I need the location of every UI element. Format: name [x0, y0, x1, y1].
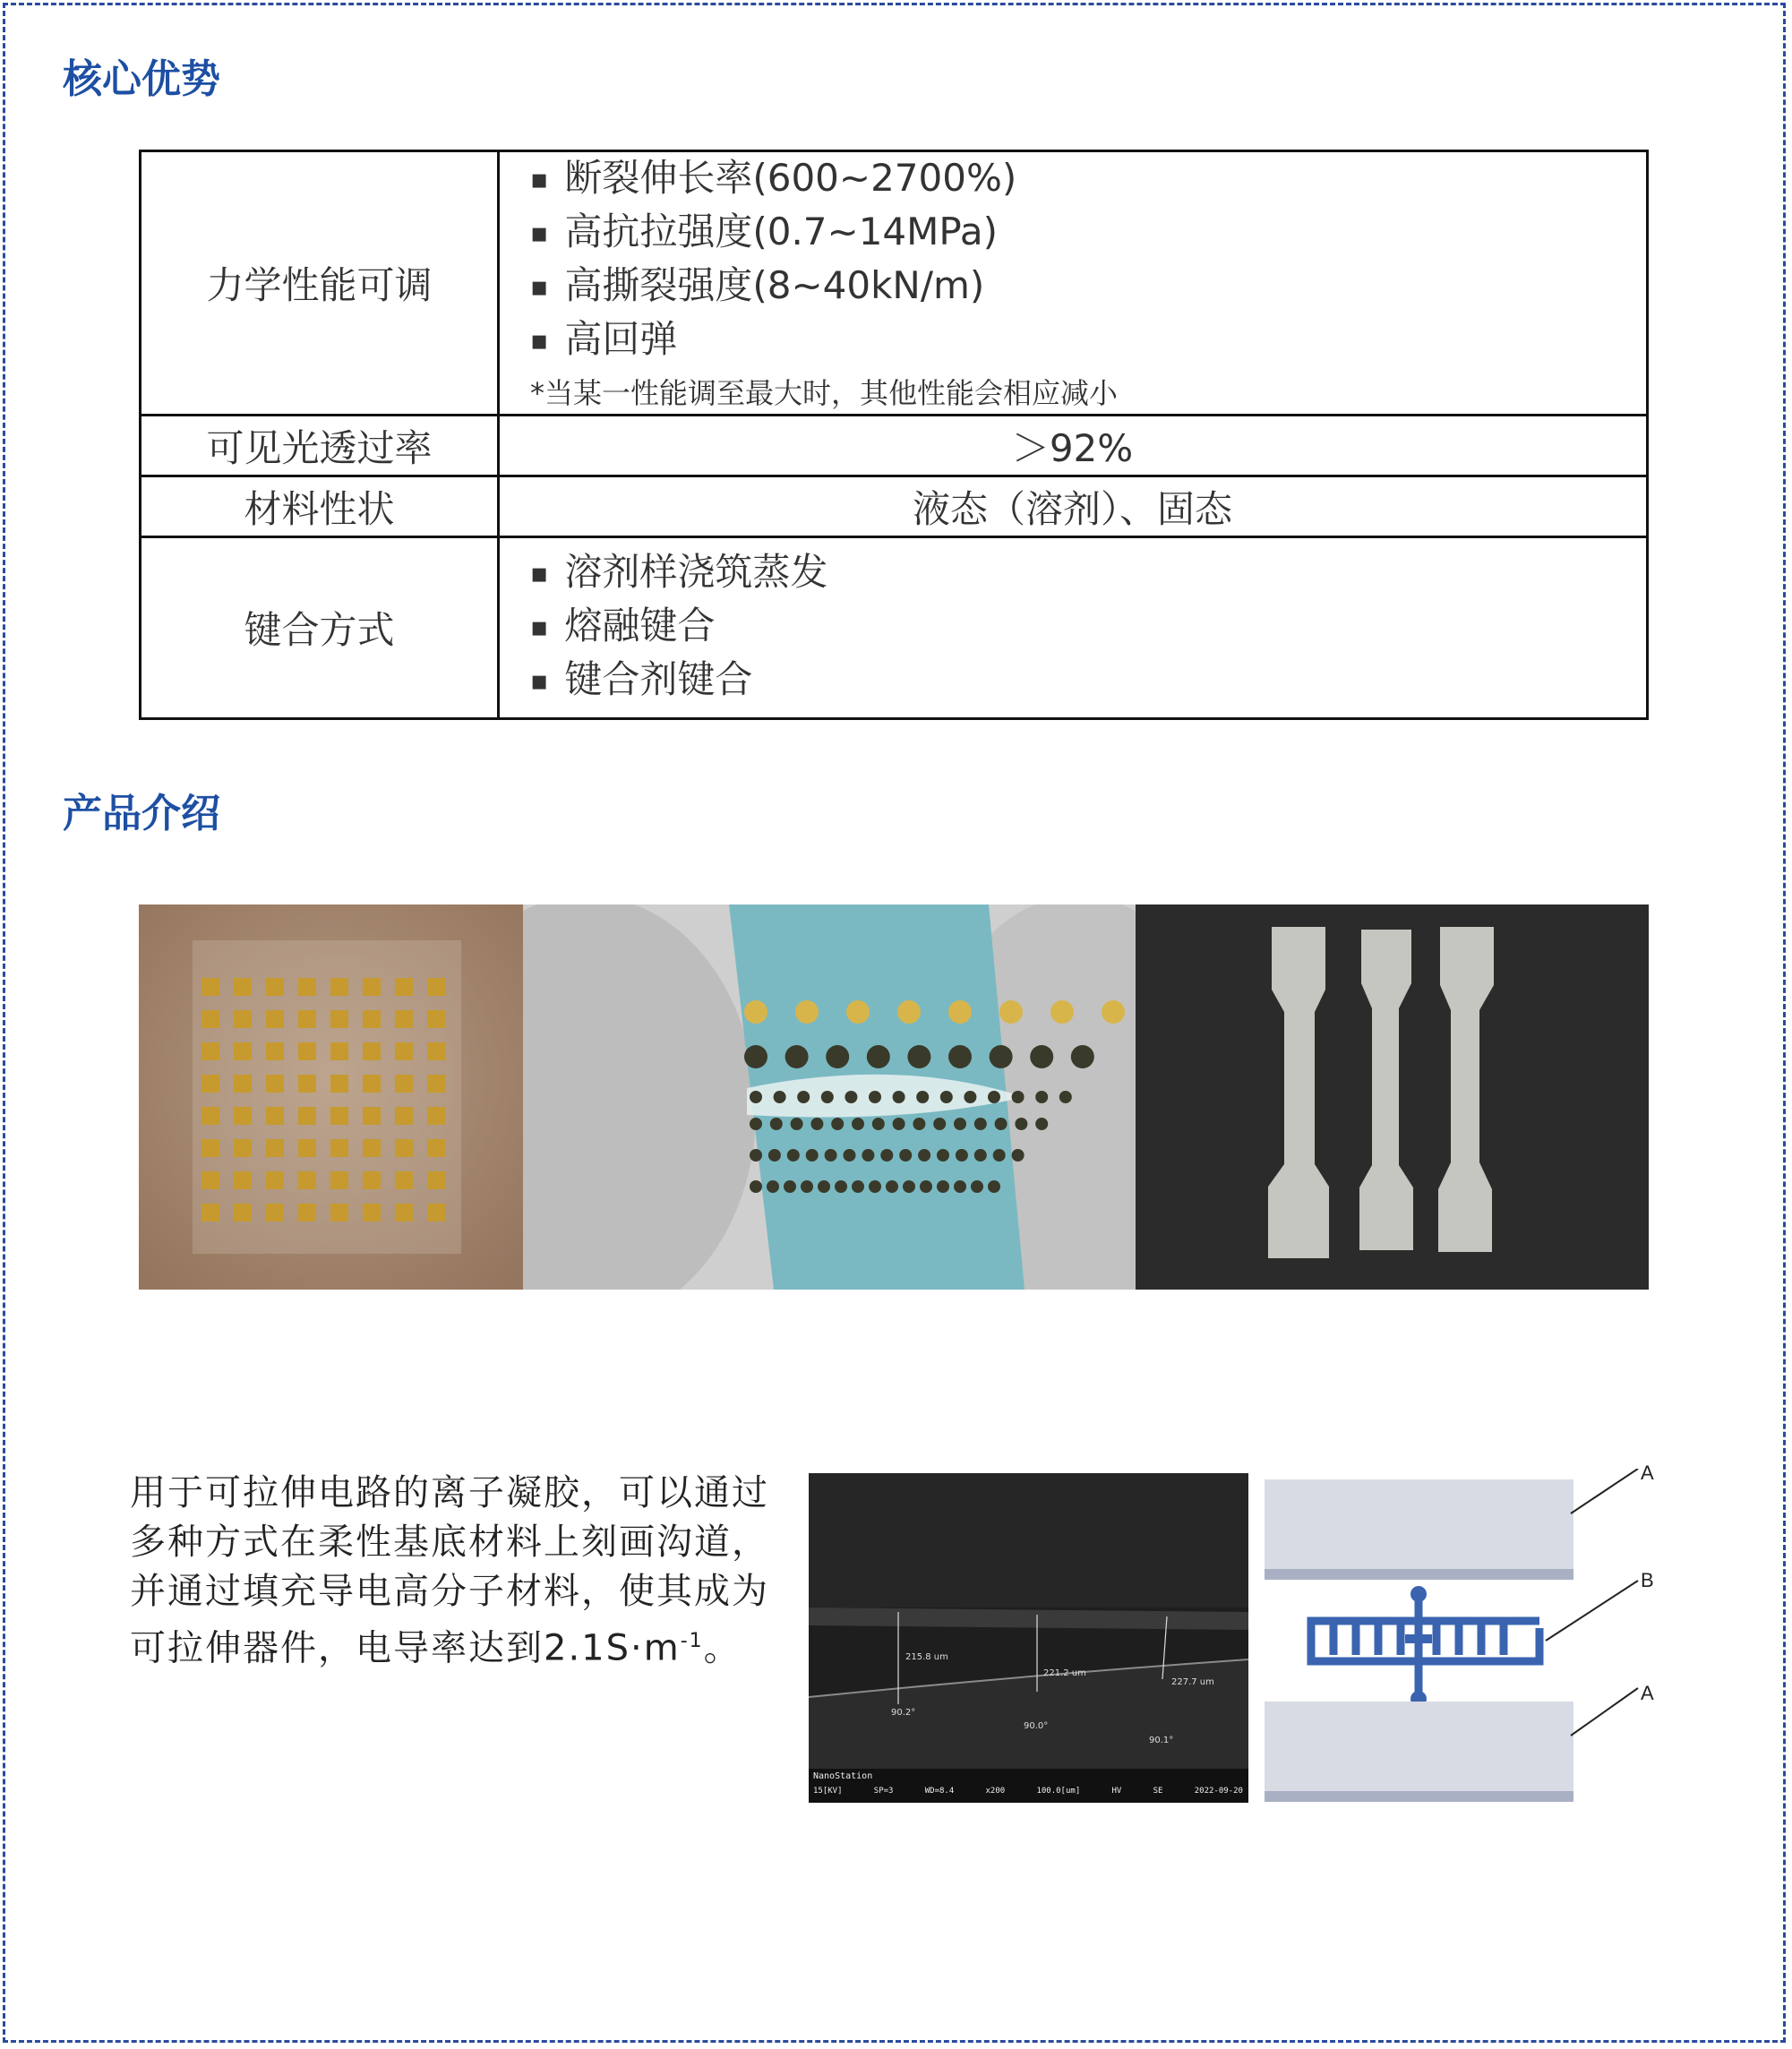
table-row	[141, 537, 1648, 719]
electrode-dot	[835, 1180, 847, 1193]
electrode-pad	[201, 1107, 219, 1125]
electrode-pad	[363, 1107, 381, 1125]
sem-angle: 90.0°	[1024, 1721, 1049, 1731]
electrode-pad	[427, 1107, 445, 1125]
electrode-pad	[427, 978, 445, 996]
electrode-pad	[330, 1010, 348, 1028]
sem-footer-item: 2022-09-20	[1194, 1787, 1243, 1796]
electrode-pad	[363, 1139, 381, 1157]
electrode-pad	[234, 1010, 252, 1028]
electrode-pad	[395, 1075, 413, 1093]
electrode-dot	[1035, 1091, 1048, 1103]
row-label: 键合方式	[141, 537, 499, 719]
electrode-dot	[767, 1180, 779, 1193]
electrode-pad	[330, 1075, 348, 1093]
electrode-dot	[785, 1045, 809, 1068]
electrode-dot	[801, 1180, 813, 1193]
electrode-pad	[363, 1171, 381, 1189]
electrode-dot	[784, 1180, 796, 1193]
electrode-dot	[810, 1118, 823, 1130]
electrode-dot	[1012, 1091, 1025, 1103]
row-value: 液态（溶剂）、固态	[499, 476, 1648, 537]
electrode-dot	[750, 1149, 762, 1162]
electrode-pad	[330, 1042, 348, 1060]
electrode-pad	[395, 978, 413, 996]
electrode-dot	[869, 1091, 881, 1103]
electrode-pad	[266, 978, 284, 996]
electrode-dot	[797, 1091, 810, 1103]
electrode-dot	[750, 1118, 762, 1130]
electrode-dot	[988, 1180, 1000, 1193]
electrode-dot	[948, 1000, 972, 1024]
electrode-pad	[234, 1107, 252, 1125]
sem-brand: NanoStation	[813, 1771, 873, 1781]
electrode-pad	[266, 1139, 284, 1157]
plate-top	[1265, 1479, 1573, 1580]
electrode-dot	[880, 1149, 893, 1162]
electrode-dot	[791, 1118, 803, 1130]
label-a-bottom: A	[1641, 1682, 1654, 1704]
electrode-dot	[893, 1091, 905, 1103]
bullet-item: ▪ 断裂伸长率(600~2700%)	[530, 153, 1645, 207]
electrode-dot	[916, 1091, 929, 1103]
electrode-pad	[330, 1107, 348, 1125]
sem-footer-item: WD=8.4	[924, 1787, 955, 1796]
electrode-pad	[234, 1139, 252, 1157]
electrode-pad	[266, 1010, 284, 1028]
intro-paragraph	[130, 1469, 775, 1673]
electrode-dot	[844, 1149, 856, 1162]
electrode-pad	[330, 978, 348, 996]
electrode-pad	[363, 1010, 381, 1028]
sem-footer	[813, 1787, 1243, 1796]
electrode-dot	[821, 1091, 834, 1103]
electrode-dot	[787, 1149, 800, 1162]
electrode-dot	[1035, 1118, 1048, 1130]
table-row	[141, 416, 1648, 476]
electrode-dot	[974, 1149, 987, 1162]
electrode-pad	[266, 1042, 284, 1060]
electrode-dot	[940, 1091, 953, 1103]
electrode-dot	[971, 1180, 983, 1193]
electrode-pad	[363, 1042, 381, 1060]
bullet-item: ▪ 高抗拉强度(0.7~14MPa)	[530, 207, 1645, 261]
electrode-dot	[818, 1180, 830, 1193]
electrode-pattern	[1311, 1594, 1539, 1702]
sem-micrograph	[809, 1473, 1248, 1803]
electrode-dot	[845, 1091, 857, 1103]
electrode-dot	[903, 1180, 915, 1193]
electrode-dot	[770, 1118, 783, 1130]
row-label: 可见光透过率	[141, 416, 499, 476]
electrode-pad	[427, 1042, 445, 1060]
electrode-dot	[862, 1149, 874, 1162]
electrode-pad	[330, 1171, 348, 1189]
electrode-dot	[869, 1180, 881, 1193]
electrode-pad	[234, 978, 252, 996]
electrode-pad	[298, 1107, 316, 1125]
row-value	[499, 537, 1648, 719]
electrode-dot	[893, 1118, 905, 1130]
sem-footer-item: SE	[1153, 1787, 1163, 1796]
sem-angle: 90.2°	[891, 1708, 916, 1718]
label-a-top: A	[1641, 1462, 1654, 1484]
electrode-dot	[826, 1045, 849, 1068]
sem-footer-item: 15[KV]	[813, 1787, 843, 1796]
electrode-dot	[744, 1000, 767, 1024]
electrode-dot	[988, 1091, 1000, 1103]
bullet-item: ▪ 键合剂键合	[530, 655, 1645, 708]
electrode-dot	[964, 1091, 976, 1103]
electrode-dot	[744, 1045, 767, 1068]
electrode-pad	[298, 1075, 316, 1093]
row-value: ＞92%	[499, 416, 1648, 476]
electrode-pad	[201, 1139, 219, 1157]
electrode-dot	[995, 1118, 1007, 1130]
sem-angle: 90.1°	[1149, 1736, 1174, 1745]
electrode-pad	[298, 1139, 316, 1157]
electrode-dot	[993, 1149, 1006, 1162]
electrode-dot	[933, 1118, 946, 1130]
electrode-pad	[201, 978, 219, 996]
electrode-pad	[427, 1204, 445, 1222]
electrode-dot	[897, 1000, 921, 1024]
electrode-pad	[266, 1107, 284, 1125]
sem-footer-item: 100.0[um]	[1036, 1787, 1081, 1796]
electrode-pad	[298, 1042, 316, 1060]
electrode-dot	[852, 1180, 864, 1193]
electrode-dot	[768, 1149, 781, 1162]
intro-end: 。	[703, 1627, 742, 1669]
electrode-dot	[806, 1149, 819, 1162]
electrode-pad	[330, 1139, 348, 1157]
photo-folded-film	[523, 904, 1136, 1290]
electrode-dot	[954, 1180, 966, 1193]
bullet-item: ▪ 高回弹	[530, 314, 1645, 368]
electrode-pad	[234, 1204, 252, 1222]
electrode-pad	[266, 1075, 284, 1093]
electrode-dot	[831, 1118, 844, 1130]
electrode-pad	[201, 1042, 219, 1060]
electrode-dot	[1015, 1118, 1027, 1130]
electrode-pad	[363, 1204, 381, 1222]
electrode-pad	[201, 1204, 219, 1222]
electrode-pad	[298, 978, 316, 996]
electrode-pad	[395, 1204, 413, 1222]
electrode-pad	[330, 1204, 348, 1222]
electrode-dot	[825, 1149, 837, 1162]
electrode-pad	[298, 1204, 316, 1222]
electrode-pad	[201, 1075, 219, 1093]
electrode-dot	[918, 1149, 930, 1162]
electrode-dot	[956, 1149, 968, 1162]
electrode-pad	[395, 1171, 413, 1189]
electrode-dot	[795, 1000, 819, 1024]
electrode-pad	[427, 1075, 445, 1093]
electrode-dot	[1102, 1000, 1125, 1024]
electrode-pad	[266, 1204, 284, 1222]
electrode-pad	[201, 1171, 219, 1189]
electrode-dot	[872, 1118, 885, 1130]
row-label: 材料性状	[141, 476, 499, 537]
section-title-advantages: 核心优势	[63, 56, 220, 102]
electrode-dot	[907, 1045, 930, 1068]
bullet-item: ▪ 熔融键合	[530, 601, 1645, 655]
electrode-pad	[395, 1010, 413, 1028]
electrode-dot	[846, 1000, 870, 1024]
electrode-pad	[395, 1042, 413, 1060]
electrode-pad	[427, 1171, 445, 1189]
electrode-dot	[1059, 1091, 1072, 1103]
photo-tensile-specimens	[1136, 904, 1649, 1290]
electrode-dot	[1012, 1149, 1025, 1162]
bullet-item: ▪ 溶剂样浇筑蒸发	[530, 547, 1645, 601]
plate-bottom	[1265, 1702, 1573, 1802]
electrode-pad	[266, 1171, 284, 1189]
table-note: *当某一性能调至最大时，其他性能会相应减小	[530, 376, 1119, 410]
electrode-pad	[234, 1171, 252, 1189]
sem-footer-item: SP=3	[873, 1787, 894, 1796]
electrode-dot	[913, 1118, 925, 1130]
electrode-dot	[886, 1180, 898, 1193]
label-b: B	[1641, 1569, 1654, 1591]
electrode-pad	[363, 1075, 381, 1093]
electrode-dot	[999, 1000, 1023, 1024]
electrode-dot	[948, 1045, 972, 1068]
section-title-intro: 产品介绍	[63, 791, 220, 836]
table-row	[141, 476, 1648, 537]
sem-measurement: 227.7 um	[1171, 1677, 1214, 1687]
electrode-dot	[774, 1091, 786, 1103]
electrode-dot	[937, 1180, 949, 1193]
electrode-dot	[937, 1149, 949, 1162]
electrode-pad	[234, 1075, 252, 1093]
table-row	[141, 151, 1648, 416]
electrode-dot	[852, 1118, 864, 1130]
electrode-pad	[427, 1010, 445, 1028]
electrode-pad	[201, 1010, 219, 1028]
electrode-dot	[1050, 1000, 1074, 1024]
sem-measurement: 221.2 um	[1043, 1668, 1086, 1678]
electrode-dot	[954, 1118, 966, 1130]
electrode-pad	[298, 1171, 316, 1189]
electrode-dot	[899, 1149, 912, 1162]
row-value	[499, 151, 1648, 416]
intro-superscript: -1	[680, 1630, 704, 1652]
electrode-dot	[750, 1091, 762, 1103]
electrode-pad	[363, 978, 381, 996]
sem-footer-item: x200	[985, 1787, 1006, 1796]
electrode-pad	[298, 1010, 316, 1028]
bullet-item: ▪ 高撕裂强度(8~40kN/m)	[530, 261, 1645, 314]
spec-table	[139, 150, 1649, 720]
row-label: 力学性能可调	[141, 151, 499, 416]
electrode-dot	[750, 1180, 762, 1193]
electrode-dot	[1071, 1045, 1094, 1068]
layer-diagram	[1257, 1462, 1669, 1809]
electrode-pad	[395, 1107, 413, 1125]
electrode-dot	[1030, 1045, 1053, 1068]
electrode-dot	[974, 1118, 987, 1130]
sem-measurement: 215.8 um	[905, 1652, 948, 1662]
sem-footer-item: HV	[1111, 1787, 1122, 1796]
electrode-pad	[234, 1042, 252, 1060]
electrode-dot	[990, 1045, 1013, 1068]
electrode-pad	[427, 1139, 445, 1157]
electrode-dot	[867, 1045, 890, 1068]
intro-text: 用于可拉伸电路的离子凝胶，可以通过多种方式在柔性基底材料上刻画沟道，并通过填充导电高分子材料，使其成为可拉伸器件，电导率达到2.1S·m	[130, 1472, 769, 1669]
photo-electrode-array-on-skin	[139, 904, 523, 1290]
electrode-pad	[395, 1139, 413, 1157]
electrode-dot	[920, 1180, 932, 1193]
